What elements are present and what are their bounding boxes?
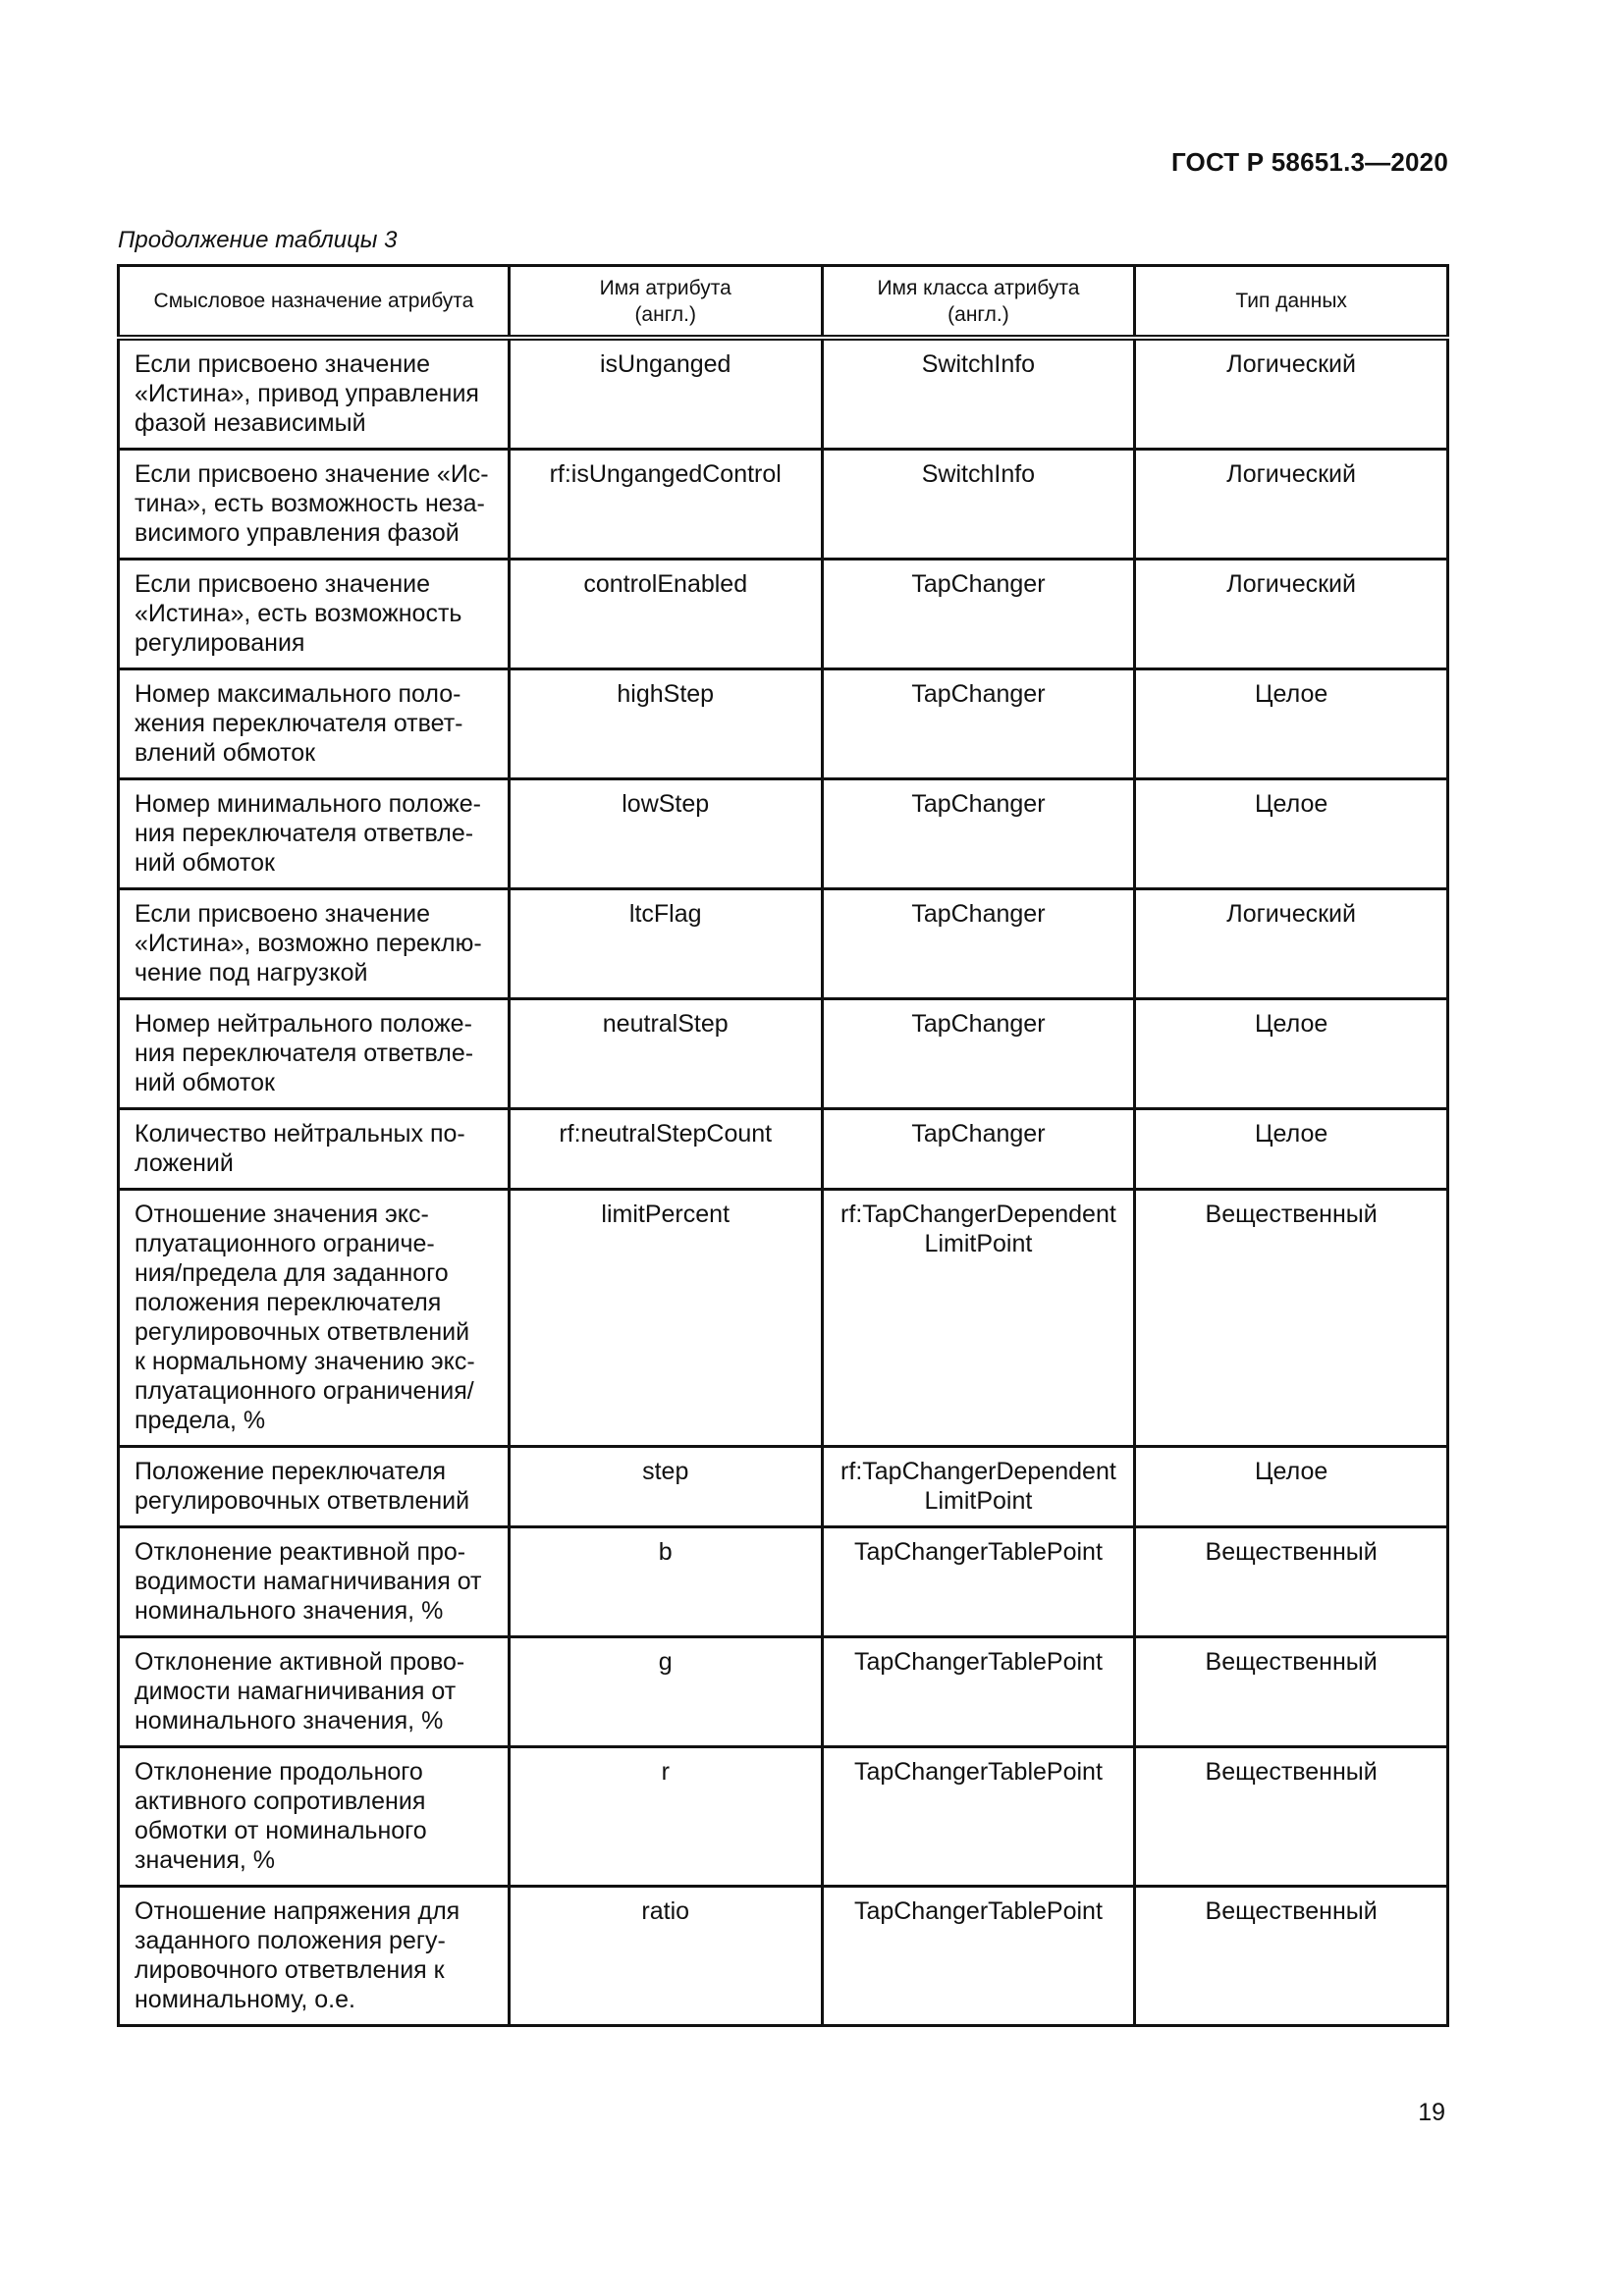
cell-text-line: Вещественный bbox=[1205, 1758, 1378, 1786]
cell-text-line: ний обмоток bbox=[135, 849, 275, 877]
cell-text-line: лировочного ответвления к bbox=[135, 1956, 445, 1984]
cell-meaning bbox=[119, 999, 510, 1109]
cell-text-line: g bbox=[658, 1648, 673, 1676]
cell-meaning bbox=[119, 889, 510, 999]
cell-text-line: TapChanger bbox=[911, 570, 1046, 598]
cell-text-line: lowStep bbox=[622, 790, 710, 818]
cell-text-line: Отклонение продольного bbox=[135, 1758, 423, 1786]
cell-text-line: Если присвоено значение «Ис- bbox=[135, 460, 489, 488]
cell-data-type bbox=[1135, 669, 1448, 779]
cell-text-line: плуатационного ограниче- bbox=[135, 1230, 435, 1257]
table-row bbox=[119, 1887, 1448, 2026]
cell-text-line: чение под нагрузкой bbox=[135, 959, 368, 987]
cell-text-line: controlEnabled bbox=[583, 570, 748, 598]
cell-text-line: LimitPoint bbox=[924, 1487, 1033, 1515]
cell-text-line: ltcFlag bbox=[628, 900, 702, 928]
cell-text-line: isUnganged bbox=[600, 350, 731, 378]
table-row bbox=[119, 1527, 1448, 1637]
cell-text-line: Если присвоено значение bbox=[135, 350, 430, 378]
cell-text-line: обмотки от номинального bbox=[135, 1817, 427, 1844]
table-row bbox=[119, 1747, 1448, 1887]
cell-meaning bbox=[119, 1747, 510, 1887]
cell-text-line: регулировочных ответвлений bbox=[135, 1318, 470, 1346]
cell-attribute-class bbox=[822, 338, 1135, 450]
cell-attribute-class bbox=[822, 1747, 1135, 1887]
cell-meaning bbox=[119, 560, 510, 669]
cell-text-line: Если присвоено значение bbox=[135, 570, 430, 598]
cell-text-line: (англ.) bbox=[634, 302, 696, 326]
cell-text-line: limitPercent bbox=[601, 1201, 731, 1228]
cell-text-line: Логический bbox=[1226, 350, 1356, 378]
cell-data-type bbox=[1135, 1109, 1448, 1190]
cell-text-line: TapChanger bbox=[911, 680, 1046, 708]
cell-data-type bbox=[1135, 1637, 1448, 1747]
header-data-type bbox=[1135, 266, 1448, 339]
page-number: 19 bbox=[1418, 2099, 1445, 2126]
cell-text-line: Отношение значения экс- bbox=[135, 1201, 429, 1228]
cell-text-line: Тип данных bbox=[1235, 290, 1347, 312]
cell-text-line: «Истина», привод управления bbox=[135, 380, 479, 407]
cell-data-type bbox=[1135, 1747, 1448, 1887]
header-meaning bbox=[119, 266, 510, 339]
cell-data-type bbox=[1135, 889, 1448, 999]
cell-text-line: «Истина», есть возможность bbox=[135, 600, 462, 627]
cell-meaning bbox=[119, 1109, 510, 1190]
document-code: ГОСТ Р 58651.3—2020 bbox=[1170, 147, 1448, 177]
cell-text-line: r bbox=[661, 1758, 670, 1786]
cell-meaning bbox=[119, 779, 510, 889]
cell-text-line: TapChangerTablePoint bbox=[853, 1538, 1103, 1566]
cell-attribute-name bbox=[509, 1447, 822, 1527]
cell-text-line: регулировочных ответвлений bbox=[135, 1487, 470, 1515]
cell-attribute-name bbox=[509, 669, 822, 779]
cell-text-line: Если присвоено значение bbox=[135, 900, 430, 928]
cell-meaning bbox=[119, 1637, 510, 1747]
cell-text-line: Номер минимального положе- bbox=[135, 790, 481, 818]
cell-meaning bbox=[119, 450, 510, 560]
cell-text-line: Логический bbox=[1226, 460, 1356, 488]
cell-text-line: Целое bbox=[1255, 1010, 1328, 1038]
table-row bbox=[119, 1190, 1448, 1447]
cell-text-line: rf:TapChangerDependent bbox=[840, 1201, 1116, 1228]
cell-attribute-name bbox=[509, 1190, 822, 1447]
cell-meaning bbox=[119, 338, 510, 450]
cell-meaning bbox=[119, 669, 510, 779]
cell-attribute-class bbox=[822, 999, 1135, 1109]
cell-attribute-name bbox=[509, 999, 822, 1109]
cell-text-line: номинальному, о.е. bbox=[135, 1986, 355, 2013]
cell-text-line: ния переключателя ответвле- bbox=[135, 820, 474, 847]
cell-attribute-class bbox=[822, 560, 1135, 669]
table-row bbox=[119, 779, 1448, 889]
cell-text-line: Целое bbox=[1255, 680, 1328, 708]
cell-attribute-name bbox=[509, 1637, 822, 1747]
cell-text-line: Номер нейтрального положе- bbox=[135, 1010, 472, 1038]
cell-data-type bbox=[1135, 779, 1448, 889]
table-row bbox=[119, 560, 1448, 669]
cell-attribute-class bbox=[822, 1527, 1135, 1637]
cell-text-line: TapChangerTablePoint bbox=[853, 1648, 1103, 1676]
cell-attribute-name bbox=[509, 1527, 822, 1637]
table-row bbox=[119, 1447, 1448, 1527]
cell-attribute-class bbox=[822, 1109, 1135, 1190]
cell-text-line: ний обмоток bbox=[135, 1069, 275, 1096]
cell-text-line: Вещественный bbox=[1205, 1648, 1378, 1676]
cell-text-line: Количество нейтральных по- bbox=[135, 1120, 465, 1148]
cell-text-line: b bbox=[658, 1538, 673, 1566]
header-attribute-name bbox=[509, 266, 822, 339]
table-row bbox=[119, 338, 1448, 450]
cell-text-line: rf:isUngangedControl bbox=[549, 460, 782, 488]
cell-text-line: Вещественный bbox=[1205, 1538, 1378, 1566]
cell-text-line: SwitchInfo bbox=[921, 350, 1036, 378]
cell-text-line: Логический bbox=[1226, 900, 1356, 928]
cell-data-type bbox=[1135, 999, 1448, 1109]
cell-text-line: тина», есть возможность неза- bbox=[135, 490, 485, 517]
table-body bbox=[119, 338, 1448, 2026]
header-attribute-class bbox=[822, 266, 1135, 339]
cell-text-line: регулирования bbox=[135, 629, 305, 657]
cell-meaning bbox=[119, 1447, 510, 1527]
cell-attribute-class bbox=[822, 1887, 1135, 2026]
cell-text-line: «Истина», возможно переклю- bbox=[135, 930, 482, 957]
cell-text-line: TapChanger bbox=[911, 1010, 1046, 1038]
cell-text-line: ложений bbox=[135, 1149, 234, 1177]
cell-text-line: заданного положения регу- bbox=[135, 1927, 446, 1954]
cell-attribute-name bbox=[509, 1109, 822, 1190]
cell-text-line: step bbox=[642, 1458, 689, 1485]
cell-attribute-name bbox=[509, 560, 822, 669]
cell-text-line: водимости намагничивания от bbox=[135, 1568, 482, 1595]
table-row bbox=[119, 1637, 1448, 1747]
cell-text-line: значения, % bbox=[135, 1846, 275, 1874]
cell-text-line: влений обмоток bbox=[135, 739, 316, 767]
cell-text-line: TapChangerTablePoint bbox=[853, 1897, 1103, 1925]
cell-text-line: плуатационного ограничения/ bbox=[135, 1377, 474, 1405]
cell-text-line: TapChangerTablePoint bbox=[853, 1758, 1103, 1786]
cell-text-line: TapChanger bbox=[911, 790, 1046, 818]
cell-text-line: положения переключателя bbox=[135, 1289, 442, 1316]
cell-text-line: highStep bbox=[617, 680, 715, 708]
table-row bbox=[119, 1109, 1448, 1190]
cell-data-type bbox=[1135, 1447, 1448, 1527]
cell-text-line: номинального значения, % bbox=[135, 1597, 444, 1625]
cell-attribute-class bbox=[822, 779, 1135, 889]
cell-attribute-class bbox=[822, 450, 1135, 560]
cell-meaning bbox=[119, 1190, 510, 1447]
cell-text-line: Целое bbox=[1255, 790, 1328, 818]
cell-text-line: rf:TapChangerDependent bbox=[840, 1458, 1116, 1485]
cell-text-line: активного сопротивления bbox=[135, 1788, 426, 1815]
table-row bbox=[119, 450, 1448, 560]
cell-text-line: TapChanger bbox=[911, 900, 1046, 928]
cell-data-type bbox=[1135, 1190, 1448, 1447]
cell-text-line: димости намагничивания от bbox=[135, 1678, 457, 1705]
cell-text-line: предела, % bbox=[135, 1407, 266, 1434]
cell-text-line: Имя атрибута bbox=[599, 276, 731, 299]
cell-meaning bbox=[119, 1527, 510, 1637]
cell-text-line: ratio bbox=[641, 1897, 690, 1925]
table-row bbox=[119, 889, 1448, 999]
cell-text-line: Целое bbox=[1255, 1458, 1328, 1485]
cell-text-line: Имя класса атрибута bbox=[877, 276, 1080, 299]
cell-text-line: Номер максимального поло- bbox=[135, 680, 461, 708]
table-caption: Продолжение таблицы 3 bbox=[118, 227, 398, 253]
cell-text-line: Целое bbox=[1255, 1120, 1328, 1148]
cell-text-line: TapChanger bbox=[911, 1120, 1046, 1148]
cell-text-line: SwitchInfo bbox=[921, 460, 1036, 488]
cell-data-type bbox=[1135, 450, 1448, 560]
cell-attribute-name bbox=[509, 1887, 822, 2026]
cell-text-line: Смысловое назначение атрибута bbox=[153, 290, 474, 312]
cell-text-line: фазой независимый bbox=[135, 409, 366, 437]
cell-text-line: ния переключателя ответвле- bbox=[135, 1040, 474, 1067]
cell-text-line: висимого управления фазой bbox=[135, 519, 460, 547]
cell-text-line: neutralStep bbox=[602, 1010, 729, 1038]
cell-data-type bbox=[1135, 338, 1448, 450]
table-row bbox=[119, 999, 1448, 1109]
cell-text-line: ния/предела для заданного bbox=[135, 1259, 449, 1287]
cell-attribute-class bbox=[822, 889, 1135, 999]
cell-text-line: номинального значения, % bbox=[135, 1707, 444, 1735]
cell-text-line: Вещественный bbox=[1205, 1201, 1378, 1228]
cell-attribute-class bbox=[822, 1190, 1135, 1447]
cell-meaning bbox=[119, 1887, 510, 2026]
cell-data-type bbox=[1135, 1887, 1448, 2026]
cell-text-line: rf:neutralStepCount bbox=[559, 1120, 773, 1148]
cell-attribute-class bbox=[822, 669, 1135, 779]
cell-text-line: LimitPoint bbox=[924, 1230, 1033, 1257]
cell-attribute-name bbox=[509, 1747, 822, 1887]
cell-text-line: Положение переключателя bbox=[135, 1458, 447, 1485]
cell-text-line: к нормальному значению экс- bbox=[135, 1348, 475, 1375]
cell-attribute-class bbox=[822, 1637, 1135, 1747]
cell-attribute-class bbox=[822, 1447, 1135, 1527]
cell-text-line: Отклонение реактивной про- bbox=[135, 1538, 466, 1566]
cell-attribute-name bbox=[509, 450, 822, 560]
attributes-table bbox=[117, 264, 1449, 2027]
cell-data-type bbox=[1135, 1527, 1448, 1637]
cell-text-line: Отклонение активной прово- bbox=[135, 1648, 465, 1676]
cell-attribute-name bbox=[509, 338, 822, 450]
cell-text-line: Логический bbox=[1226, 570, 1356, 598]
cell-attribute-name bbox=[509, 779, 822, 889]
cell-attribute-name bbox=[509, 889, 822, 999]
cell-text-line: Вещественный bbox=[1205, 1897, 1378, 1925]
cell-text-line: жения переключателя ответ- bbox=[135, 710, 463, 737]
cell-text-line: (англ.) bbox=[947, 302, 1009, 326]
cell-data-type bbox=[1135, 560, 1448, 669]
table-row bbox=[119, 669, 1448, 779]
cell-text-line: Отношение напряжения для bbox=[135, 1897, 460, 1925]
table-header-row bbox=[119, 266, 1448, 339]
